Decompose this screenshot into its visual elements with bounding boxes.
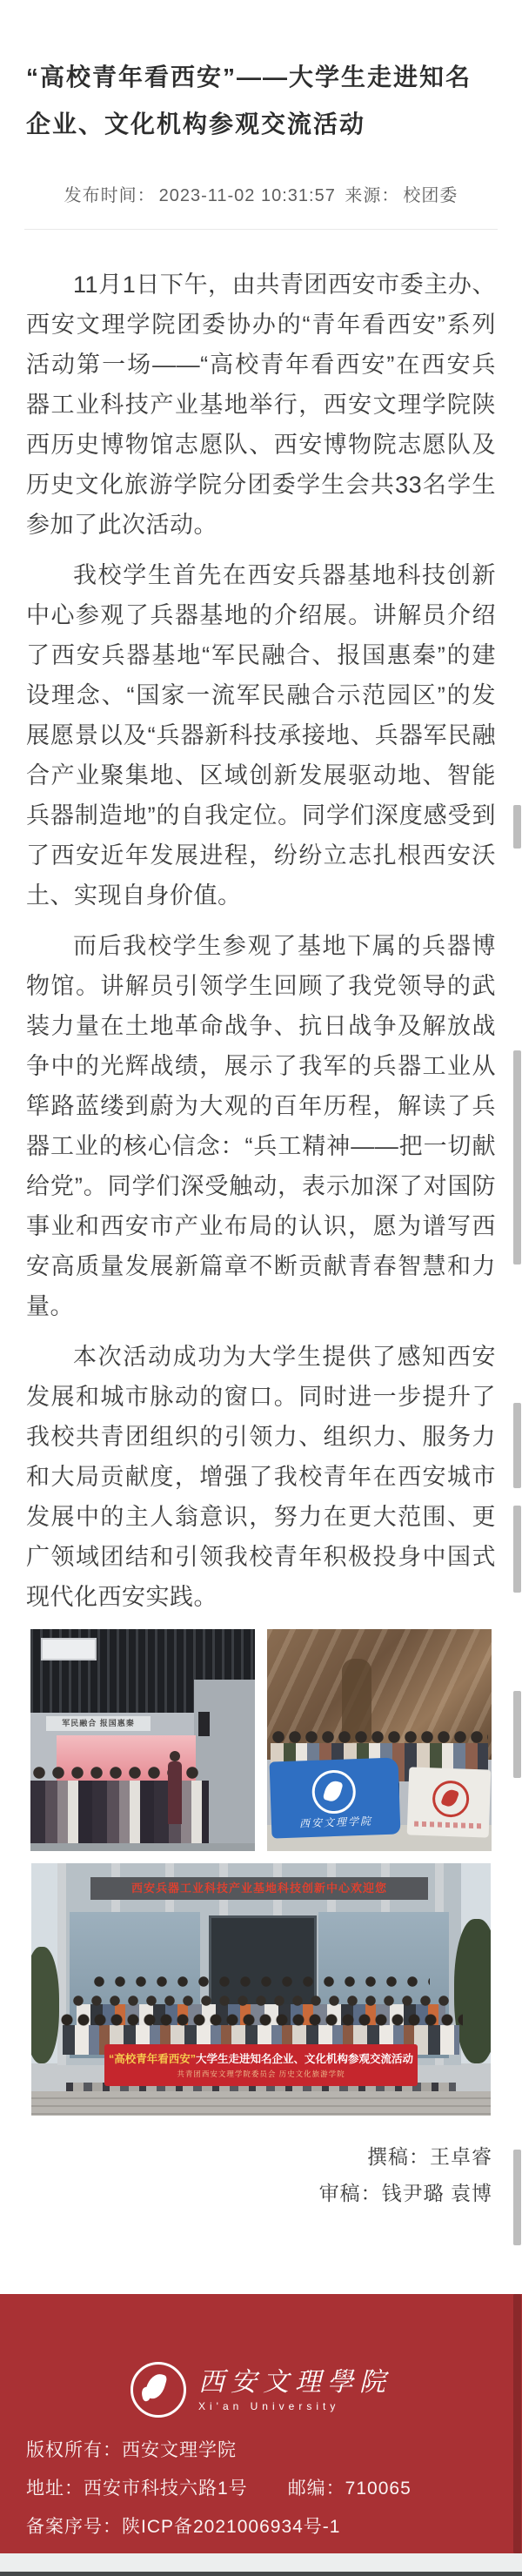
writer-label: 撰稿： (367, 2145, 430, 2168)
paragraph-1: 11月1日下午，由共青团西安市委主办、西安文理学院团委协办的“青年看西安”系列活动第一场——“高校青年看西安”在西安兵器工业科技产业基地举行，西安文理学院陕西历史博物馆志愿队、西安博物院志愿队及历史文化旅游学院分团委学生会共33名学生参加了此次活动。 (26, 272, 496, 538)
footer-logo-texts (198, 2368, 392, 2412)
photo-relief-group[interactable] (267, 1629, 492, 1851)
source-label: 来源： (345, 186, 400, 205)
header-divider (24, 229, 498, 230)
photo3-crowd-row1 (92, 1975, 430, 1989)
banner-title-highlight: “高校青年看西安” (108, 2053, 196, 2065)
source-value: 校团委 (403, 186, 458, 205)
photo3-crowd-row3 (59, 2013, 463, 2027)
photo3-led-sign: 西安兵器工业科技产业基地科技创新中心欢迎您 (90, 1877, 428, 1900)
page-title: “高校青年看西安”——大学生走进知名企业、文化机构参观交流活动 (26, 64, 472, 138)
reviewer-label: 审稿： (318, 2182, 382, 2204)
reviewer-credit (30, 2175, 492, 2211)
article-body (26, 265, 496, 1617)
photo1-guide-figure (168, 1761, 182, 1824)
publish-time-label: 发布时间： (64, 186, 156, 205)
photo3-red-banner (104, 2044, 418, 2086)
photo3-tree-right (454, 1919, 491, 2063)
publish-time-value: 2023-11-02 10:31:57 (158, 186, 336, 205)
site-footer (0, 2294, 522, 2553)
footer-copyright: 版权所有：西安文理学院 (26, 2440, 237, 2460)
paragraph-2: 我校学生首先在西安兵器基地科技创新中心参观了兵器基地的介绍展。讲解员介绍了西安兵器基地“军民融合、报国惠秦”的建设理念、“国家一流军民融合示范园区”的发展愿景以及“兵器新科技承接地、兵器军民融合产业聚集地、区域创新发展驱动地、智能兵器制造地”的自我定位。同学们深度感受到了西安近年发展进程，纷纷立志扎根西安沃土、实现自身价值。 (26, 562, 496, 909)
writer-name: 王卓睿 (430, 2145, 492, 2168)
banner-subtitle: 共青团西安文理学院委员会 历史文化旅游学院 (177, 2070, 345, 2078)
photo3-steps (31, 2091, 491, 2116)
photo-row (30, 1629, 492, 1851)
university-name-cn: 西安文理學院 (198, 2367, 392, 2397)
bottom-edge (0, 2572, 522, 2576)
photo-group-steps[interactable] (31, 1863, 491, 2116)
photo1-wall-sign: 军民融合 报国惠秦 (46, 1716, 151, 1731)
footer-info (0, 2432, 522, 2546)
scrollbar-thumb[interactable] (513, 1050, 521, 1265)
footer-icp: 备案序号：陕ICP备2021006934号-1 (26, 2517, 341, 2537)
photo2-white-flag (407, 1767, 492, 1837)
paragraph-3: 而后我校学生参观了基地下属的兵器博物馆。讲解员引领学生回顾了我党领导的武装力量在土地革命战争、抗日战争及解放战争中的光辉战绩，展示了我军的兵器工业从筚路蓝缕到蔚为大观的百年历程，解读了兵器工业的核心信念：“兵工精神——把一切献给党”。同学们深受触动，表示加深了对国防事业和西安市产业布局的认识，愿为谱写西安高质量发展新篇章不断贡献青春智慧和力量。 (26, 933, 496, 1319)
photo2-blue-flag-text: 西安文理学院 (298, 1815, 373, 1830)
writer-credit (30, 2138, 492, 2175)
photo1-floor (30, 1843, 255, 1851)
photo3-crowd-row2 (71, 1994, 451, 2008)
footer-zip: 邮编：710065 (287, 2479, 412, 2499)
footer-address: 地址：西安市科技六路1号 (26, 2479, 248, 2499)
scrollbar-thumb[interactable] (513, 2150, 521, 2245)
college-emblem-icon (432, 1780, 469, 1817)
article-credits (30, 2138, 492, 2211)
banner-title-rest: 大学生走进知名企业、文化机构参观交流活动 (196, 2053, 414, 2065)
university-seal-icon (130, 2362, 186, 2418)
scrollbar-thumb[interactable] (513, 1403, 521, 1488)
scrollbar-thumb[interactable] (513, 1506, 521, 1593)
photo1-speaker (198, 1712, 210, 1736)
scrollbar-thumb[interactable] (513, 805, 521, 849)
photo3-tree-left (31, 1947, 59, 2063)
photo1-crowd (30, 1781, 209, 1844)
reviewer-name: 钱尹璐 袁博 (381, 2182, 492, 2204)
article-meta (0, 181, 522, 206)
photo-exhibition-hall[interactable] (30, 1629, 255, 1851)
photo1-ceiling-vent (41, 1638, 97, 1660)
scrollbar-thumb[interactable] (513, 2294, 521, 2553)
university-emblem-icon (311, 1769, 357, 1815)
footer-logo (0, 2294, 522, 2418)
bottom-strip (0, 2553, 522, 2572)
photo2-blue-flag (270, 1757, 401, 1838)
photo2-white-flag-text (414, 1821, 482, 1829)
footer-address-line (26, 2470, 496, 2508)
scrollbar-thumb[interactable] (513, 1691, 521, 1778)
university-name-en: Xi'an University (198, 2399, 340, 2412)
paragraph-4: 本次活动成功为大学生提供了感知西安发展和城市脉动的窗口。同时进一步提升了我校共青团组织的引领力、组织力、服务力和大局贡献度，增强了我校青年在西安城市发展中的主人翁意识，努力在更大范围、更广领域团结和引领我校青年积极投身中国式现代化西安实践。 (26, 1344, 496, 1610)
